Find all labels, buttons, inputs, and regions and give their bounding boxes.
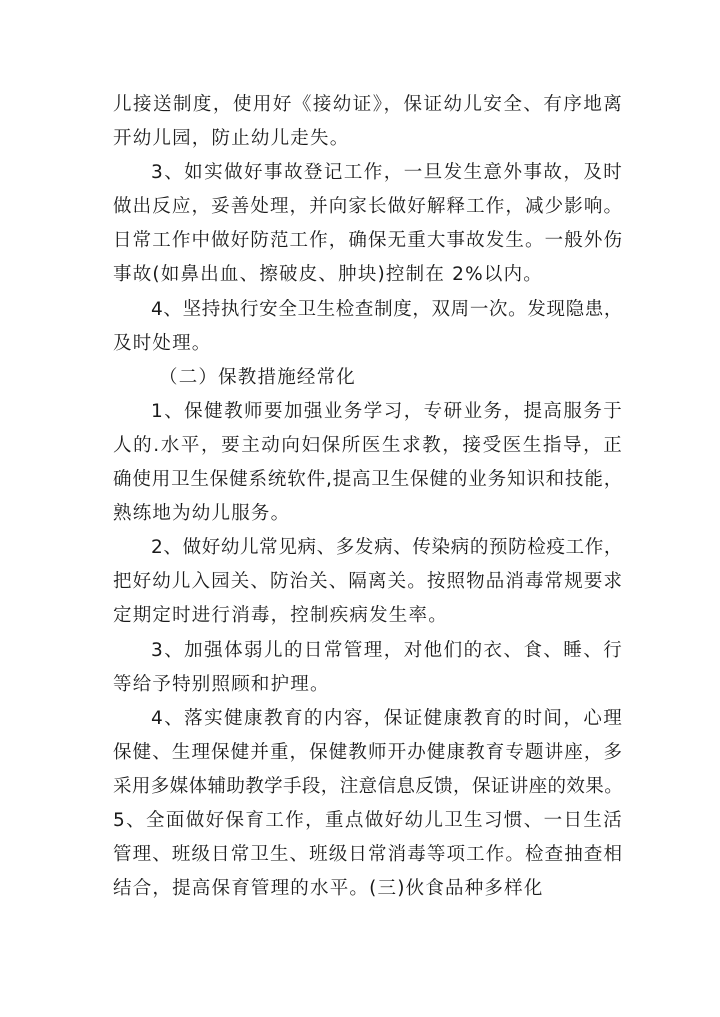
text-line: 2、做好幼儿常见病、多发病、传染病的预防检疫工作， [151,537,623,559]
text-line: 3、如实做好事故登记工作，一旦发生意外事故，及时 [151,162,623,184]
text-line: 5、全面做好保育工作，重点做好幼儿卫生习惯、一日生活 [113,809,623,831]
text-line: 4、落实健康教育的内容，保证健康教育的时间，心理 [151,707,623,729]
text-line: 儿接送制度，使用好《接幼证》，保证幼儿安全、有序地离 [113,94,623,115]
text-line: 及时处理。 [113,332,212,354]
text-line: 确使用卫生保健系统软件,提高卫生保健的业务知识和技能， [113,469,623,491]
text-line: 结合，提高保育管理的水平。(三)伙食品种多样化 [113,878,544,900]
text-line: 做出反应，妥善处理，并向家长做好解释工作，减少影响。 [113,196,623,218]
document-body [113,88,623,906]
text-line: 定期定时进行消毒，控制疾病发生率。 [113,605,448,627]
text-line: 事故(如鼻出血、擦破皮、肿块)控制在 2%以内。 [113,264,543,286]
text-line: 把好幼儿入园关、防治关、隔离关。按照物品消毒常规要求 [113,571,623,593]
section-heading: （二）保教措施经常化 [159,366,357,388]
text-line: 管理、班级日常卫生、班级日常消毒等项工作。检查抽查相 [113,844,623,866]
text-line: 日常工作中做好防范工作，确保无重大事故发生。一般外伤 [113,230,623,252]
text-line: 开幼儿园，防止幼儿走失。 [113,128,350,150]
text-line: 保健、生理保健并重，保健教师开办健康教育专题讲座，多 [113,741,623,763]
text-line: 4、坚持执行安全卫生检查制度，双周一次。发现隐患， [151,298,623,320]
text-line: 等给予特别照顾和护理。 [113,673,330,695]
text-line: 熟练地为幼儿服务。 [113,503,291,525]
text-line: 人的.水平，要主动向妇保所医生求教，接受医生指导，正 [113,434,623,456]
text-line: 采用多媒体辅助教学手段，注意信息反馈，保证讲座的效果。 [113,775,623,797]
text-line: 3、加强体弱儿的日常管理，对他们的衣、食、睡、行 [151,639,623,661]
text-line: 1、保健教师要加强业务学习，专研业务，提高服务于 [151,400,623,422]
